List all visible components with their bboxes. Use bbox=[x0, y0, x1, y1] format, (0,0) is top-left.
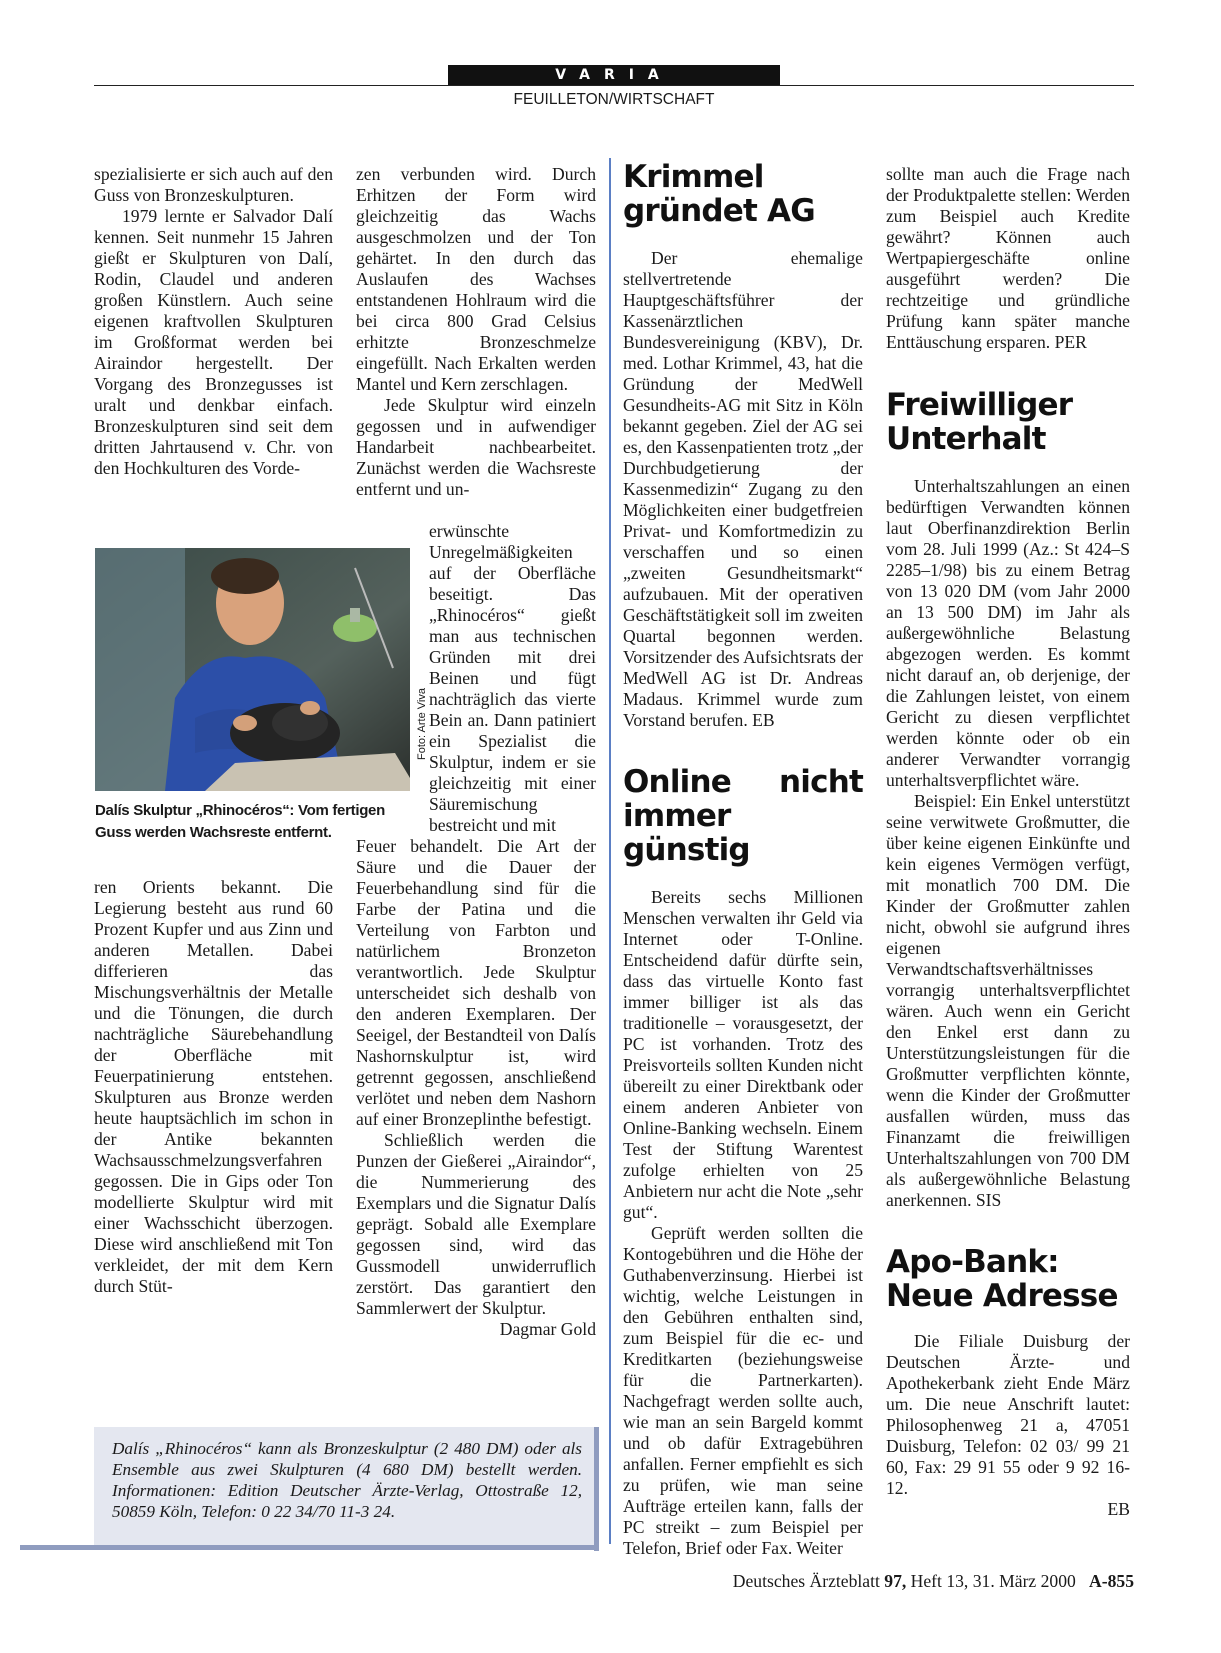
headline-krimmel: Krimmel gründet AG bbox=[623, 159, 815, 229]
col1-paragraph-2: 1979 lernte er Salvador Dalí kennen. Seit nunmehr 15 Jahren gießt er Skulpturen von Dalí, Rodin, Claudel und anderen großen Künstlern. Auch seine eigenen kraftvollen Skulpturen im Großformat werden bei Airaindor hergestellt. Der Vorgang des Bronzegusses ist uralt und denkbar einfach. Bronzeskulpturen sind seit dem dritten Jahrtausend v. Chr. von den Hochkulturen des Vorde- bbox=[94, 206, 333, 478]
col2-paragraph-3: Schließlich werden die Punzen der Gießerei „Airaindor“, die Nummerierung des Exemplars und die Signatur Dalís geprägt. Sobald alle Exemplare gegossen sind, wird das Gussmodell unwiderruflich zerstört. Das garantiert den Sammlerwert der Skulptur. bbox=[356, 1130, 596, 1318]
column-2-top bbox=[356, 164, 596, 500]
article-apobank-body: Die Filiale Duisburg der Deutschen Ärzte- und Apothekerbank zieht Ende März um. Die neue Anschrift lautet: Philosophenweg 21 a, 47051 Duisburg, Telefon: 02 03/ 99 21 60, Fax: 29 91 55 oder 9 92 16-12. bbox=[886, 1331, 1130, 1498]
column-1-top bbox=[94, 164, 333, 479]
issue-info: Heft 13, 31. März 2000 bbox=[910, 1571, 1076, 1591]
photo-credit: Foto: Arte Viva bbox=[416, 688, 428, 760]
col1-paragraph-3: ren Orients bekannt. Die Legierung besteht aus rund 60 Prozent Kupfer und aus Zinn und anderen Metallen. Dabei differieren das Mischungsverhältnis der Metalle und die Tönungen, die durch nachträgliche Säurebehandlung der Oberfläche mit Feuerpatinierung entstehen. Skulpturen aus Bronze werden heute hauptsächlich im schon in der Antike bekannten Wachsausschmelzungsverfahren gegossen. Die in Gips oder Ton modellierte Skulptur wird mit einer Wachsschicht überzogen. Diese wird anschließend mit Ton verkleidet, der mit dem Kern durch Stüt- bbox=[94, 877, 333, 1296]
col2-paragraph-2b: erwünschte Unregelmäßigkeiten auf der Oberfläche beseitigt. Das „Rhinocéros“ gießt man aus technischen Gründen mit drei Beinen und fügt nachträglich das vierte Bein an. Dann patiniert ein Spezialist die Skulptur, indem er sie gleichzeitig mit einer Säuremischung bestreicht und mit bbox=[429, 521, 596, 835]
article-online-body-1: Bereits sechs Millionen Menschen verwalten ihr Geld via Internet oder T-Online. Entscheidend dafür dürfte sein, dass das virtuelle Konto fast immer billiger ist als das traditionelle – vorausgesetzt, der PC ist vorhanden. Trotz des Preisvorteils sollten Kunden nicht übereilt zu einer Direktbank oder einem anderen Anbieter von Online-Banking wechseln. Einem Test der Stiftung Warentest zufolge erhielten von 25 Anbietern nur acht die Note „sehr gut“. bbox=[623, 887, 863, 1222]
column-2-bottom bbox=[356, 836, 596, 1340]
article-unterhalt-body-1: Unterhaltszahlungen an einen bedürftigen Verwandten können laut Oberfinanzdirektion Berlin vom 28. Juli 1999 (Az.: St 424–S 2285–1/98) bis zu einem Betrag von 13 020 DM (vom Jahr 2000 an 13 500 DM) im Jahr als außergewöhnliche Belastung abgezogen werden. Es kommt nicht darauf an, ob derjenige, der die Zahlungen leistet, von einem Gericht zu diesen verpflichtet werden könnte oder ob ein anderer Verwandter vorrangig unterhaltsverpflichtet wäre. bbox=[886, 476, 1130, 790]
column-4 bbox=[886, 164, 1130, 1520]
column-divider bbox=[609, 158, 611, 1544]
signature-per: PER bbox=[1054, 332, 1087, 352]
infobox-shadow-bottom bbox=[20, 1545, 599, 1550]
infobox-shadow-right bbox=[594, 1427, 599, 1551]
section-label: VARIA bbox=[448, 65, 780, 85]
subsection-label: FEUILLETON/WIRTSCHAFT bbox=[513, 91, 715, 108]
journal-name: Deutsches Ärzteblatt bbox=[732, 1571, 880, 1591]
signature-eb: EB bbox=[752, 710, 775, 730]
volume-number: 97, bbox=[884, 1571, 907, 1591]
col2-paragraph-2a: Jede Skulptur wird einzeln gegossen und in aufwendiger Handarbeit nachbearbeitet. Zunächst werden die Wachsreste entfernt und un- bbox=[356, 395, 596, 499]
header-rule bbox=[94, 85, 1134, 86]
page-footer bbox=[600, 1571, 1134, 1592]
col1-paragraph-1: spezialisierte er sich auch auf den Guss von Bronzeskulpturen. bbox=[94, 164, 333, 205]
column-3 bbox=[623, 160, 863, 1559]
article-online-continued: sollte man auch die Frage nach der Produktpalette stellen: Werden zum Beispiel auch Kredite gewährt? Können auch Wertpapiergeschäfte online ausgeführt werden? Die rechtzeitige und gründliche Prüfung kann später manche Enttäuschung ersparen. PER bbox=[886, 164, 1130, 352]
photo-caption: Dalís Skulptur „Rhinocéros“: Vom fertigen Guss werden Wachsreste entfernt. bbox=[95, 802, 385, 841]
info-box-text: Dalís „Rhinocéros“ kann als Bronzeskulptur (2 480 DM) oder als Ensemble aus zwei Skulpturen (4 680 DM) bestellt werden. Informationen: Edition Deutscher Ärzte-Verlag, Ottostraße 12, 50859 Köln, Telefon: 0 22 34/70 11-3 24. bbox=[112, 1439, 582, 1521]
col2-paragraph-2c: Feuer behandelt. Die Art der Säure und die Dauer der Feuerbehandlung sind für die Farbe der Patina und die Verteilung von Farbton und natürlichem Bronzeton verantwortlich. Jede Skulptur unterscheidet sich deshalb von den anderen Exemplaren. Der Seeigel, der Bestandteil von Dalís Nashornskulptur ist, wird getrennt gegossen, anschließend verlötet und neben dem Nashorn auf einer Bronzeplinthe befestigt. bbox=[356, 836, 596, 1129]
column-1-bottom bbox=[94, 877, 333, 1297]
signature-sis: SIS bbox=[975, 1190, 1002, 1210]
headline-online: Online nicht immer günstig bbox=[623, 764, 863, 868]
signature-eb-2: EB bbox=[1107, 1499, 1130, 1519]
headline-unterhalt: Freiwilliger Unterhalt bbox=[886, 387, 1073, 457]
page-number: A-855 bbox=[1089, 1571, 1134, 1591]
author-signature: Dagmar Gold bbox=[499, 1319, 596, 1339]
sculpture-photo bbox=[95, 548, 410, 791]
article-krimmel-body: Der ehemalige stellvertretende Hauptgeschäftsführer der Kassenärztlichen Bundesvereinigung (KBV), Dr. med. Lothar Krimmel, 43, hat die Gründung der MedWell Gesundheits-AG mit Sitz in Köln bekannt gegeben. Ziel der AG sei es, den Kassenpatienten trotz „der Durchbudgetierung der Kassenmedizin“ Zugang zu den Möglichkeiten einer budgetfreien Privat- und Komfortmedizin zu verschaffen und so einen „zweiten Gesundheitsmarkt“ aufzubauen. Mit der operativen Geschäftstätigkeit soll im zweiten Quartal begonnen werden. Vorsitzender des Aufsichtsrats der MedWell AG ist Dr. Andreas Madaus. Krimmel wurde zum Vorstand berufen. EB bbox=[623, 248, 863, 730]
article-unterhalt-body-2: Beispiel: Ein Enkel unterstützt seine verwitwete Großmutter, die über keine eigenen Einkünfte und kein eigenes Vermögen verfügt, mit monatlich 700 DM. Die Kinder der Großmutter zahlen nicht, obwohl sie aufgrund ihres eigenen Verwandtschaftsverhältnisses vorrangig unterhaltsverpflichtet wären. Auch wenn ein Gericht den Enkel erst dann zu Unterstützungsleistungen für die Großmutter verpflichten könnte, wenn die Kinder der Großmutter ausfallen würden, muss das Finanzamt die freiwilligen Unterhaltszahlungen von 700 DM als außergewöhnliche Belastung anerkennen. SIS bbox=[886, 791, 1130, 1210]
col2-paragraph-1: zen verbunden wird. Durch Erhitzen der Form wird gleichzeitig das Wachs ausgeschmolzen und der Ton gehärtet. In den durch das Auslaufen des Wachses entstandenen Hohlraum wird die bei circa 800 Grad Celsius erhitzte Bronzeschmelze eingefüllt. Nach Erkalten werden Mantel und Kern zerschlagen. bbox=[356, 164, 596, 394]
article-online-body-2: Geprüft werden sollten die Kontogebühren und die Höhe der Guthabenverzinsung. Hierbei ist wichtig, welche Leistungen in den Gebühren enthalten sind, zum Beispiel für die ec- und Kreditkarten (beziehungsweise für die Partnerkarten). Nachgefragt werden sollte auch, wie man an sein Bargeld kommt und ob dafür Extragebühren anfallen. Ferner empfiehlt es sich zu prüfen, wie man seine Aufträge erteilen kann, falls der PC streikt – zum Beispiel per Telefon, Brief oder Fax. Weiter bbox=[623, 1223, 863, 1558]
headline-apobank: Apo-Bank: Neue Adresse bbox=[886, 1244, 1118, 1314]
column-2-wrap bbox=[429, 521, 596, 836]
